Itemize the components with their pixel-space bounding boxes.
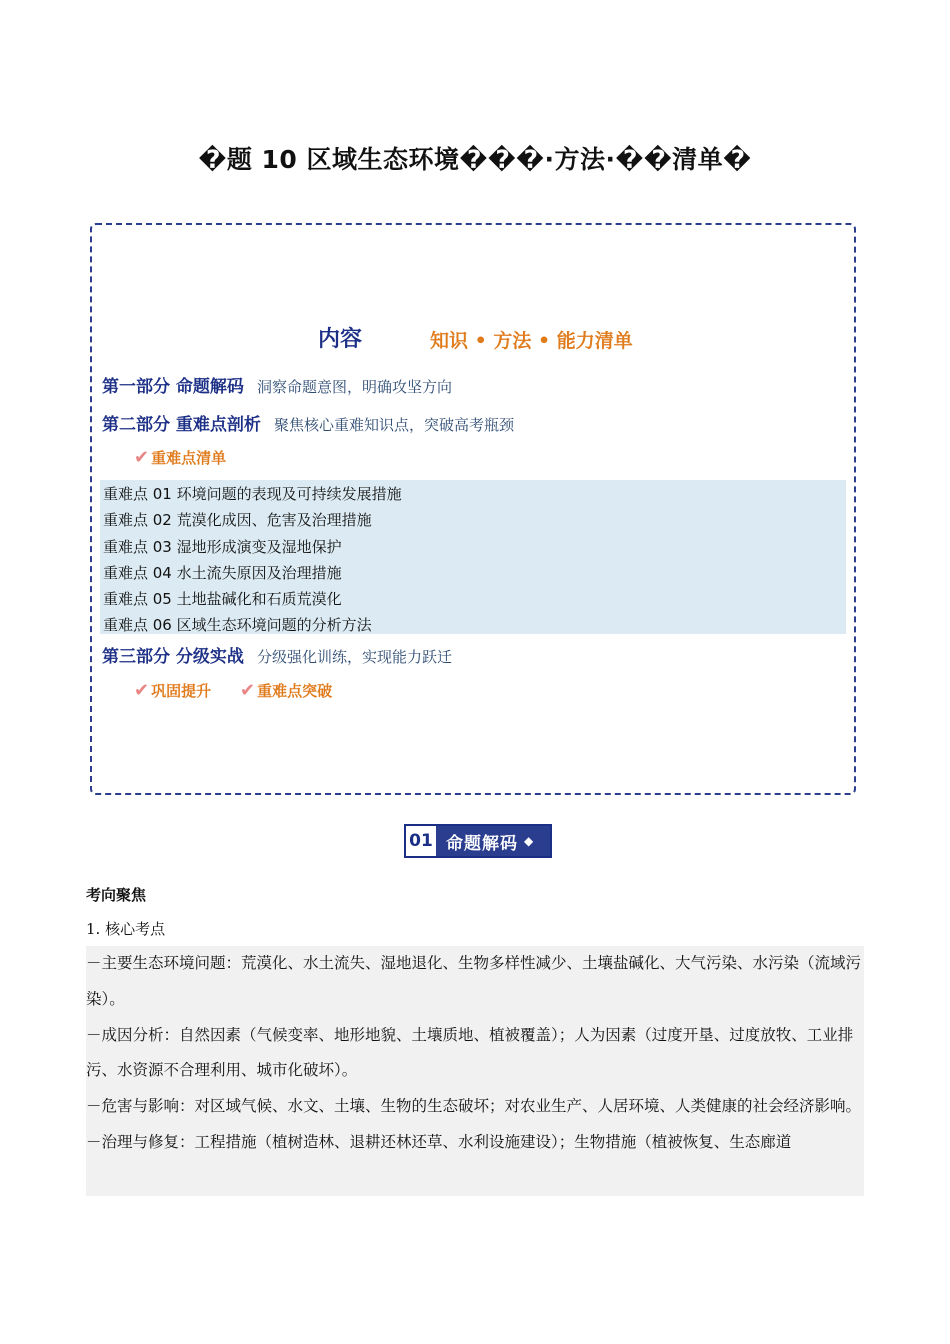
section-badge-label-wrap — [436, 826, 550, 856]
toc-part-2-title: 第二部分 重难点剖析 — [102, 415, 261, 435]
key-point-item: 重难点 06 区域生态环境问题的分析方法 — [103, 616, 372, 635]
toc-heading — [318, 322, 633, 353]
section-badge-label: 命题解码 — [446, 833, 518, 854]
toc-part-3-desc: 分级强化训练，实现能力跃迁 — [257, 648, 453, 666]
practice-item-label: 巩固提升 — [151, 682, 212, 700]
check-icon: ✔ — [240, 680, 256, 701]
core-paragraph: －主要生态环境问题：荒漠化、水土流失、湿地退化、生物多样性减少、土壤盐碱化、大气污染、水污染（流域污染）。 — [86, 954, 862, 1008]
toc-part-1-desc: 洞察命题意图，明确攻坚方向 — [257, 378, 453, 396]
focus-heading: 考向聚焦 — [86, 886, 147, 904]
check-icon: ✔ — [134, 680, 150, 701]
key-point-item: 重难点 01 环境问题的表现及可持续发展措施 — [103, 485, 402, 503]
toc-part-2 — [102, 410, 514, 435]
practice-item-label: 重难点突破 — [257, 682, 333, 700]
checklist-label — [134, 447, 226, 468]
checklist-label-text: 重难点清单 — [151, 449, 227, 467]
toc-part-3-title: 第三部分 分级实战 — [102, 647, 244, 667]
core-points-block — [86, 946, 864, 1196]
document-title: �题 10 区域生态环境���·方法·��清单� — [198, 145, 752, 174]
core-paragraph: －治理与修复：工程措施（植树造林、退耕还林还草、水利设施建设）；生物措施（植被恢复、生态廊道 — [86, 1132, 792, 1151]
practice-item-consolidate — [134, 680, 211, 701]
key-point-item: 重难点 03 湿地形成演变及湿地保护 — [103, 537, 342, 556]
toc-heading-main: 内容 — [318, 327, 363, 352]
toc-part-3 — [102, 642, 452, 667]
section-badge-number: 01 — [406, 826, 436, 856]
core-paragraph: －成因分析：自然因素（气候变率、地形地貌、土壤质地、植被覆盖）；人为因素（过度开垦、过度放牧、工业排污、水资源不合理利用、城市化破坏）。 — [86, 1025, 854, 1080]
check-icon: ✔ — [134, 447, 150, 468]
key-point-item: 重难点 05 土地盐碱化和石质荒漠化 — [103, 590, 342, 609]
core-points-heading: 1. 核心考点 — [86, 920, 166, 938]
key-points-list — [100, 480, 846, 634]
toc-heading-sub: 知识 • 方法 • 能力清单 — [430, 330, 633, 352]
core-paragraph: －危害与影响：对区域气候、水文、土壤、生物的生态破坏；对农业生产、人居环境、人类健康的社会经济影响。 — [86, 1097, 862, 1116]
key-point-item: 重难点 04 水土流失原因及治理措施 — [103, 563, 342, 582]
toc-part-1 — [102, 372, 452, 397]
diamond-icon: ◆ — [524, 834, 535, 848]
section-badge — [404, 824, 552, 858]
toc-part-1-title: 第一部分 命题解码 — [102, 377, 244, 397]
toc-part-2-desc: 聚焦核心重难知识点，突破高考瓶颈 — [274, 416, 515, 434]
practice-item-breakthrough — [240, 680, 332, 701]
key-point-item: 重难点 02 荒漠化成因、危害及治理措施 — [103, 511, 372, 530]
